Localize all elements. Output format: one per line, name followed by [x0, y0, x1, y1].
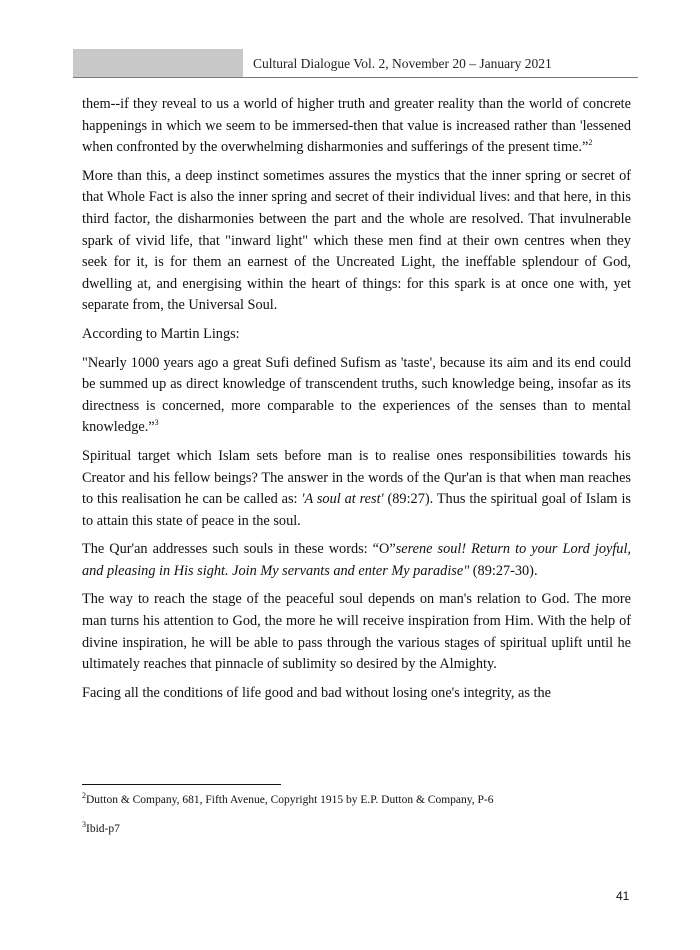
paragraph-4-quote: "Nearly 1000 years ago a great Sufi defined Sufism as 'taste', because its aim and its end could be summed up as direct knowledge of transcendent truths, such knowledge being, insofar as its directness is concerned, more comparable to the experiences of the senses than to mental knowledge.”$^3$ — [82, 354, 631, 436]
paragraph-2: More than this, a deep instinct sometimes assures the mystics that the inner spring or secret of that Whole Fact is also the inner spring and secret of their individual lives: and that here, in this third factor, the disharmonies between the part and the whole are resolved. That invulnerable spark of vivid life, that "inward light" which these men find at their own centres when they seek for it, is for them an earnest of the Uncreated Light, the ineffable splendour of God, dwelling at, and energising within the heart of things: for this spark is at once one with, yet separate from, the Universal Soul. — [82, 167, 631, 314]
footnote-ref-2[interactable]: 2 — [588, 138, 593, 148]
footnote-2: $^2$Dutton & Company, 681, Fifth Avenue, Copyright 1915 by E.P. Dutton & Company, P-6 — [82, 791, 494, 806]
quran-quote-serene-soul: serene soul! Return to your Lord joyful, and pleasing in His sight. Join My servants and enter My paradise" — [82, 541, 631, 579]
paragraph-8: Facing all the conditions of life good and bad without losing one's integrity, as the — [82, 684, 551, 701]
paragraph-7: The way to reach the stage of the peaceful soul depends on man's relation to God. The more man turns his attention to God, the more he will receive inspiration from Him. With the help of divine inspiration, he will be able to pass through the various stages of spiritual uplift until he ultimately reaches that pinnacle of sublimity so desired by the Almighty. — [82, 591, 631, 673]
footnote-3: $^3$Ibid-p7 — [82, 820, 120, 835]
running-header — [73, 49, 638, 78]
paragraph-5: Spiritual target which Islam sets before man is to realise ones responsibilities towards his Creator and his fellow beings? The answer in the words of the Qur'an is that when man reaches to this realisation he can be called as: 'A soul at rest' (89:27). Thus the spiritual goal of Islam is to attain this state of peace in the soul. — [82, 447, 631, 529]
journal-title: Cultural Dialogue Vol. 2, November 20 – January 2021 — [253, 56, 552, 71]
paragraph-6: The Qur'an addresses such souls in these words: “O”serene soul! Return to your Lord joyful, and pleasing in His sight. Join My servants and enter My paradise" (89:27-30). — [82, 541, 631, 579]
header-rule — [73, 77, 638, 78]
body-text — [82, 94, 631, 711]
paragraph-3: According to Martin Lings: — [82, 325, 240, 342]
footnote-separator — [82, 784, 281, 785]
page-number: 41 — [616, 889, 630, 903]
footnote-ref-3[interactable]: 3 — [154, 418, 159, 428]
header-gray-block — [73, 49, 243, 78]
paragraph-1: them--if they reveal to us a world of higher truth and greater reality than the world of concrete happenings in which we seem to be immersed-then that value is increased rather than 'lessened when confronted by the overwhelming disharmonies and sufferings of the present time.”$^2$ — [82, 96, 631, 156]
quran-quote-soul-at-rest: 'A soul at rest' — [301, 491, 384, 508]
